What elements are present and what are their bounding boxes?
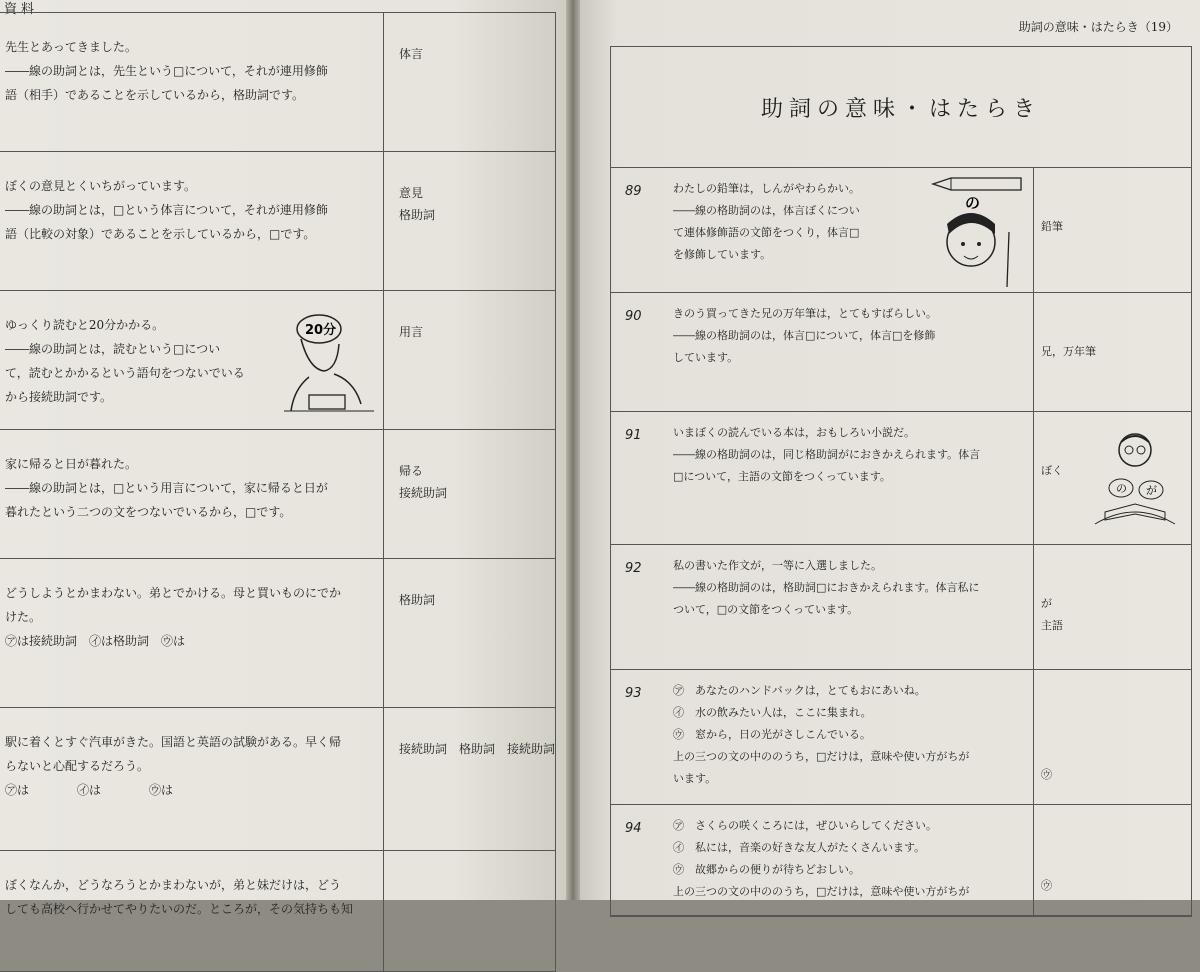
question-line: ぼくの意見とくいちがっています。 [5,179,197,193]
question-line: どうしようとかまわない。弟とでかける。母と買いものにでか [5,586,342,600]
question-number: 90 [625,309,642,324]
answer-cell [385,708,555,850]
question-number: 93 [625,686,642,701]
question-text [673,680,1028,790]
book-gutter [566,0,580,900]
question-line: ㋐ さくらの咲くころには，ぜひいらしてください。 [673,819,937,832]
question-line: ――線の格助詞のは，体言ぼくについ [673,204,860,217]
question-text [0,851,384,971]
question-text [0,708,384,850]
question-line: ゆっくり読むと20分かかる。 [5,318,165,332]
question-line: ぼくなんか，どうなろうとかまわないが，弟と妹だけは，どう [5,878,342,892]
question-text [0,430,384,558]
question-text [0,559,384,707]
answer-text: 接続助詞 [399,486,448,500]
question-line: らないと心配するだろう。 [5,759,150,773]
question-line: 暮れたという二つの文をつないでいるから，□です。 [5,505,292,519]
left-exercise-row [0,559,556,708]
right-exercise-table [610,46,1192,917]
left-exercise-row [0,851,556,972]
answer-cell [1041,593,1063,637]
page-title: 助詞の意味・はたらき [611,47,1191,168]
left-page [0,0,566,916]
answer-text: 意見 [399,186,424,200]
answer-text: 帰る [399,464,424,478]
question-text [673,555,1028,621]
question-line: しても高校へ行かせてやりたいのだ。ところが，その気持ちも知 [5,902,354,916]
answer-text: ㋒ [1041,768,1052,781]
question-line: 私の書いた作文が，一等に入選しました。 [673,559,882,572]
question-line: わたしの鉛筆は，しんがやわらかい。 [673,182,860,195]
question-line: 先生とあってきました。 [5,40,137,54]
answer-divider [1033,805,1034,915]
answer-divider [1033,168,1034,292]
answer-cell [1041,341,1096,363]
question-line: ㋒ 窓から，日の光がさしこんでいる。 [673,728,871,741]
answer-text: ぼく [1041,464,1063,477]
question-line: きのう買ってきた兄の万年筆は，とてもすばらしい。 [673,307,937,320]
left-exercise-row [0,152,556,291]
answer-cell [1041,764,1052,786]
left-page-header: 資料 [4,2,39,17]
answer-text: 主語 [1041,619,1063,632]
question-number: 91 [625,428,642,443]
left-exercise-row [0,708,556,851]
illustration-label: が [1146,484,1157,497]
answer-text: 鉛筆 [1041,220,1063,233]
question-line: 語（相手）であることを示しているから，格助詞です。 [5,88,305,102]
answer-text: 兄，万年筆 [1041,345,1096,358]
question-line: ついて，□の文節をつくっています。 [673,603,859,616]
question-line: 家に帰ると日が暮れた。 [5,457,138,471]
left-exercise-row [0,291,556,430]
answer-cell [385,559,555,707]
question-line: 語（比較の対象）であることを示しているから，□です。 [5,227,316,241]
question-line: ――線の助詞とは，□という体言について，それが連用修飾 [5,203,328,217]
answer-cell [1041,216,1063,238]
question-line: て，読むとかかるという語句をつないでいる [5,366,245,380]
illustration-label: の [965,194,981,212]
question-text [0,152,384,290]
illustration-label: 20分 [305,323,337,338]
question-line: ――線の助詞とは，先生という□について，それが連用修飾 [5,64,328,78]
question-line: しています。 [673,351,739,364]
left-exercise-row [0,12,556,152]
question-line: います。 [673,772,717,785]
answer-cell [385,291,555,429]
answer-text: 格助詞 [399,593,436,607]
question-line: ――線の助詞とは，□という用言について，家に帰ると日が [5,481,328,495]
answer-divider [1033,293,1034,411]
left-exercise-row [0,430,556,559]
question-line: 上の三つの文の中ののうち，□だけは，意味や使い方がちが [673,885,970,898]
student-illustration [279,299,379,419]
girl-pencil-illustration [931,172,1026,290]
question-number: 89 [625,184,642,199]
question-line: ㋐ あなたのハンドバックは，とてもおにあいね。 [673,684,926,697]
question-line: て連体修飾語の文節をつくり，体言□ [673,226,860,239]
question-text [673,422,983,488]
question-text [673,303,1028,369]
left-exercise-table [0,12,556,972]
question-line: 駅に着くとすぐ汽車がきた。国語と英語の試験がある。早く帰 [5,735,342,749]
question-text [673,815,1028,903]
answer-divider [1033,670,1034,804]
question-line: けた。 [5,610,42,624]
question-line: から接続助詞です。 [5,390,113,404]
question-line: いまぼくの読んでいる本は，おもしろい小説だ。 [673,426,915,439]
answer-cell [1041,460,1063,482]
answer-text: 格助詞 [399,208,436,222]
question-text [0,13,384,151]
question-number: 92 [625,561,642,576]
answer-divider [1033,412,1034,544]
answer-text: 接続助詞 格助詞 接続助詞 [399,742,556,756]
right-exercise-row [611,293,1191,412]
question-line: ㋑ 私には，音楽の好きな友人がたくさんいます。 [673,841,926,854]
question-line: ――線の助詞とは，読むという□につい [5,342,221,356]
answer-text: 用言 [399,325,424,339]
right-exercise-row [611,545,1191,670]
question-line: ――線の格助詞のは，同じ格助詞がにおきかえられます。体言 [673,448,981,461]
answer-cell [385,430,555,558]
illustration-label: の [1116,482,1127,495]
question-line: □について，主語の文節をつくっています。 [673,470,891,483]
question-line: ㋐は ㋑は ㋒は [5,783,174,797]
question-line: ――線の格助詞のは，体言□について，体言□を修飾 [673,329,936,342]
question-line: 上の三つの文の中ののうち，□だけは，意味や使い方がちが [673,750,970,763]
answer-cell [385,851,555,971]
question-line: ――線の格助詞のは，格助詞□におきかえられます。体言私に [673,581,980,594]
answer-cell [385,152,555,290]
question-line: ㋑ 水の飲みたい人は，ここに集まれ。 [673,706,872,719]
right-exercise-row [611,412,1191,545]
question-number: 94 [625,821,642,836]
answer-divider [1033,545,1034,669]
question-line: ㋒ 故郷からの便りが待ちどおしい。 [673,863,860,876]
answer-cell [385,13,555,151]
answer-text: ㋒ [1041,879,1052,892]
right-page-header: 助詞の意味・はたらき（19） [1018,20,1178,34]
answer-text: が [1041,597,1052,610]
boy-reading-illustration [1085,420,1185,538]
answer-text: 体言 [399,47,424,61]
right-page [580,0,1200,900]
answer-cell [1041,875,1052,897]
right-exercise-row [611,670,1191,805]
question-line: ㋐は接続助詞 ㋑は格助詞 ㋒は [5,634,186,648]
right-exercise-row [611,805,1191,916]
question-line: を修飾しています。 [673,248,772,261]
right-exercise-row [611,168,1191,293]
